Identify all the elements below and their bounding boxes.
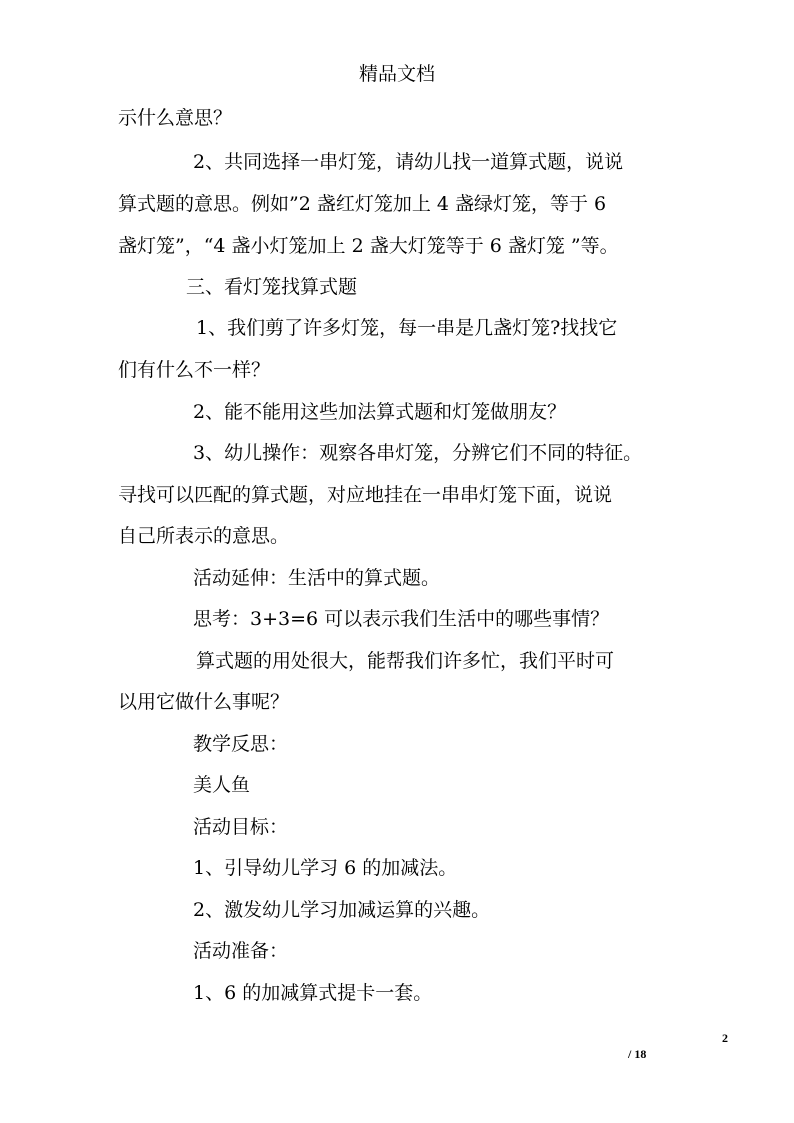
page-header: 精品文档 (358, 63, 435, 85)
text-line: 们有什么不一样？ (118, 359, 271, 381)
text-line: 2、共同选择一串灯笼，请幼儿找一道算式题，说说 (193, 151, 624, 173)
text-line: 算式题的用处很大，能帮我们许多忙，我们平时可 (196, 650, 615, 672)
text-line: 活动目标： (193, 816, 289, 838)
text-line: 教学反思： (193, 733, 289, 755)
page-total: / 18 (628, 1047, 647, 1061)
text-line: 2、能不能用这些加法算式题和灯笼做朋友？ (193, 401, 567, 423)
text-line: 1、我们剪了许多灯笼，每一串是几盏灯笼?找找它 (196, 317, 618, 339)
text-line: 以用它做什么事呢？ (118, 691, 290, 713)
page-number: 2 (722, 1031, 728, 1045)
text-line: 1、引导幼儿学习 6 的加减法。 (193, 857, 458, 879)
text-line: 活动延伸：生活中的算式题。 (193, 567, 441, 589)
text-line: 3、幼儿操作：观察各串灯笼，分辨它们不同的特征。 (193, 442, 643, 464)
section-heading: 三、看灯笼找算式题 (186, 276, 358, 298)
text-line: 美人鱼 (193, 774, 251, 796)
text-line: 1、6 的加减算式提卡一套。 (193, 982, 433, 1004)
text-line: 盏灯笼”，“4 盏小灯笼加上 2 盏大灯笼等于 6 盏灯笼 ”等。 (118, 235, 619, 257)
text-line: 思考：3+3=6 可以表示我们生活中的哪些事情？ (193, 608, 610, 630)
text-line: 算式题的意思。例如”2 盏红灯笼加上 4 盏绿灯笼，等于 6 (118, 193, 607, 215)
text-line: 自己所表示的意思。 (118, 525, 290, 547)
text-line: 2、激发幼儿学习加减运算的兴趣。 (193, 899, 491, 921)
text-line: 寻找可以匹配的算式题，对应地挂在一串串灯笼下面，说说 (118, 484, 613, 506)
text-line: 示什么意思？ (118, 107, 233, 129)
text-line: 活动准备： (193, 940, 289, 962)
